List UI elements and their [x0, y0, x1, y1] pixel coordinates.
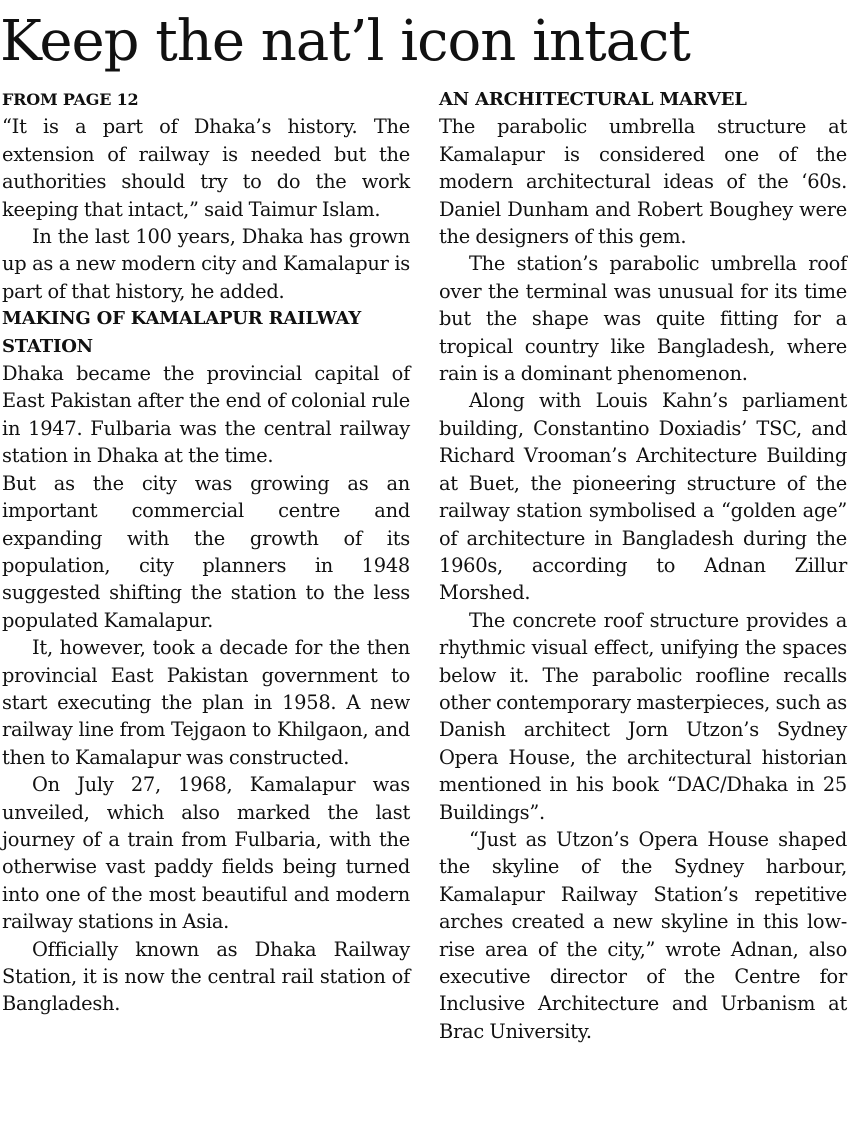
paragraph: On July 27, 1968, Kamalapur was unveiled, which also marked the last journey of a train from Fulbaria, with the otherwise vast paddy fields being turned into one of the most beautiful and modern railway stations in Asia.	[2, 773, 410, 934]
paragraph: “It is a part of Dhaka’s history. The extension of railway is needed but the authorities should try to do the work keeping that intact,” said Taimur Islam.	[2, 115, 410, 221]
paragraph: The parabolic umbrella structure at Kamalapur is considered one of the modern architectural ideas of the ‘60s. Daniel Dunham and Robert Boughey were the designers of this gem.	[439, 115, 847, 249]
right-column	[439, 86, 847, 1045]
paragraph: Officially known as Dhaka Railway Station, it is now the central rail station of Bangladesh.	[2, 937, 410, 1016]
paragraph: Along with Louis Kahn’s parliament building, Constantino Doxiadis’ TSC, and Richard Vrooman’s Architecture Building at Buet, the pioneering structure of the railway station symbolised a “golden age” of architecture in Bangladesh during the 1960s, according to Adnan Zillur Morshed.	[439, 389, 847, 605]
paragraph: It, however, took a decade for the then provincial East Pakistan government to start executing the plan in 1958. A new railway line from Tejgaon to Khilgaon, and then to Kamalapur was constructed.	[2, 636, 410, 769]
paragraph: But as the city was growing as an important commercial centre and expanding with the growth of its population, city planners in 1948 suggested shifting the station to the less populated Kamalapur.	[2, 471, 410, 632]
paragraph: “Just as Utzon’s Opera House shaped the skyline of the Sydney harbour, Kamalapur Railway Station’s repetitive arches created a new skyline in this low-rise area of the city,” wrote Adnan, also executive director of the Centre for Inclusive Architecture and Urbanism at Brac University.	[439, 827, 847, 1043]
left-column	[2, 86, 410, 1018]
headline: Keep the nat’l icon intact	[0, 9, 690, 74]
section-subhead: AN ARCHITECTURAL MARVEL	[439, 89, 747, 110]
paragraph: In the last 100 years, Dhaka has grown up as a new modern city and Kamalapur is part of that history, he added.	[2, 225, 410, 303]
continuation-kicker: FROM PAGE 12	[2, 90, 139, 109]
paragraph: The station’s parabolic umbrella roof over the terminal was unusual for its time but the shape was quite fitting for a tropical country like Bangladesh, where rain is a dominant phenomenon.	[439, 252, 847, 386]
section-subhead: MAKING OF KAMALAPUR RAILWAY STATION	[2, 308, 361, 357]
paragraph: The concrete roof structure provides a rhythmic visual effect, unifying the spaces below it. The parabolic roofline recalls other contemporary masterpieces, such as Danish architect Jorn Utzon’s Sydney Opera House, the architectural historian mentioned in his book “DAC/Dhaka in 25 Buildings”.	[439, 608, 847, 824]
paragraph: Dhaka became the provincial capital of East Pakistan after the end of colonial rule in 1947. Fulbaria was the central railway station in Dhaka at the time.	[2, 362, 410, 468]
